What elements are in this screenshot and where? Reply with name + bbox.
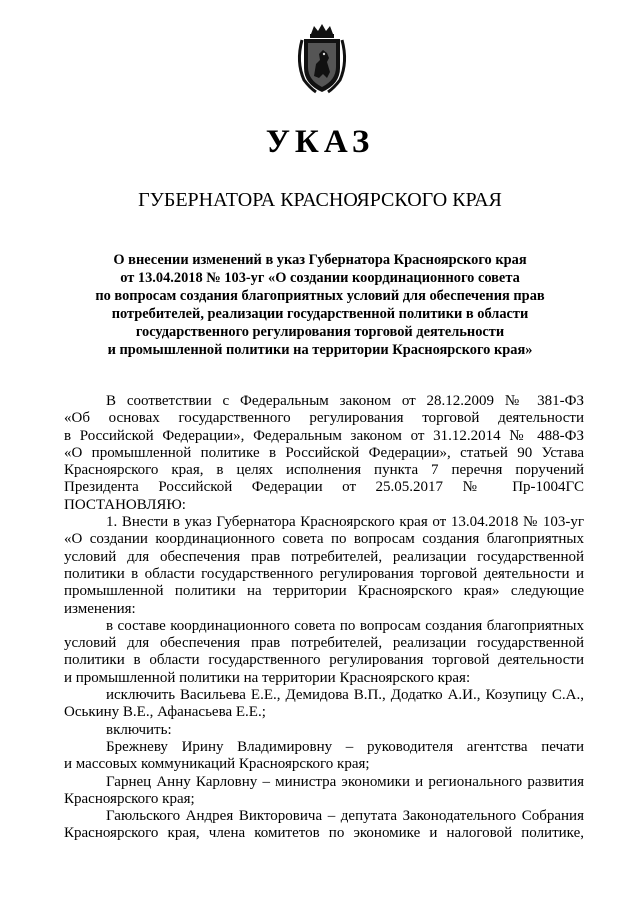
body-line: в Российской Федерации», Федеральным законом от 31.12.2014 № 488-ФЗ [64, 427, 584, 444]
body-line: исключить Васильева Е.Е., Демидова В.П., Додатко А.И., Козупицу С.А., [106, 687, 584, 704]
body-line: 1. Внести в указ Губернатора Красноярского края от 13.04.2018 № 103-уг [106, 514, 584, 531]
body-line: ПОСТАНОВЛЯЮ: [64, 496, 186, 513]
body-line: и промышленной политики на территории Красноярского края: [64, 669, 471, 686]
heading-line: от 13.04.2018 № 103-уг «О создании координационного совета [120, 270, 520, 286]
body-line: Президента Российской Федерации от 25.05.2017 № Пр-1004ГС [64, 479, 584, 496]
body-line: политики в области государственного регулирования торговой деятельности и [64, 565, 584, 582]
body-line: Красноярского края, в целях исполнения пункта 7 перечня поручений [64, 462, 584, 479]
heading-line: потребителей, реализации государственной политики в области [111, 306, 529, 322]
body-line: Оськину В.Е., Афанасьева Е.Е.; [64, 704, 266, 721]
body-line: В соответствии с Федеральным законом от 28.12.2009 № 381-ФЗ [106, 393, 584, 409]
body-line: «Об основах государственного регулирования торговой деятельности [64, 410, 584, 427]
body-line: «О промышленной политике в Российской Федерации», статьей 90 Устава [64, 444, 584, 461]
document-subtitle: ГУБЕРНАТОРА КРАСНОЯРСКОГО КРАЯ [138, 189, 502, 211]
body-line: включить: [106, 721, 172, 738]
coat-of-arms-emblem [294, 22, 350, 96]
body-line: условий для обеспечения прав потребителей, реализации государственной [64, 548, 584, 565]
body-line: условий для обеспечения прав потребителей, реализации государственной [64, 635, 584, 652]
body-line: «О создании координационного совета по вопросам создания благоприятных [64, 531, 584, 548]
body-line: Гаюльского Андрея Викторовича – депутата Законодательного Собрания [106, 808, 584, 825]
body-line: Красноярского края, члена комитетов по экономике и налоговой политике, [64, 825, 584, 842]
heading-line: государственного регулирования торговой деятельности [135, 324, 505, 340]
heading-line: по вопросам создания благоприятных условий для обеспечения прав [95, 288, 545, 304]
body-line: Красноярского края; [64, 790, 195, 807]
heading-line: О внесении изменений в указ Губернатора Красноярского края [113, 252, 527, 268]
body-line: политики в области государственного регулирования торговой деятельности [64, 652, 584, 669]
decree-body [64, 393, 584, 843]
body-line: изменения: [64, 600, 136, 617]
decree-heading [60, 251, 580, 359]
document-title: УКАЗ [265, 124, 375, 160]
body-line: Гарнец Анну Карловну – министра экономики и регионального развития [106, 773, 584, 790]
body-line: и массовых коммуникаций Красноярского края; [64, 756, 370, 773]
body-line: Брежневу Ирину Владимировну – руководителя агентства печати [106, 738, 584, 755]
body-line: промышленной политики на территории Красноярского края» следующие [64, 583, 584, 600]
body-line: в составе координационного совета по вопросам создания благоприятных [106, 617, 584, 634]
heading-line: и промышленной политики на территории Красноярского края» [107, 342, 533, 358]
